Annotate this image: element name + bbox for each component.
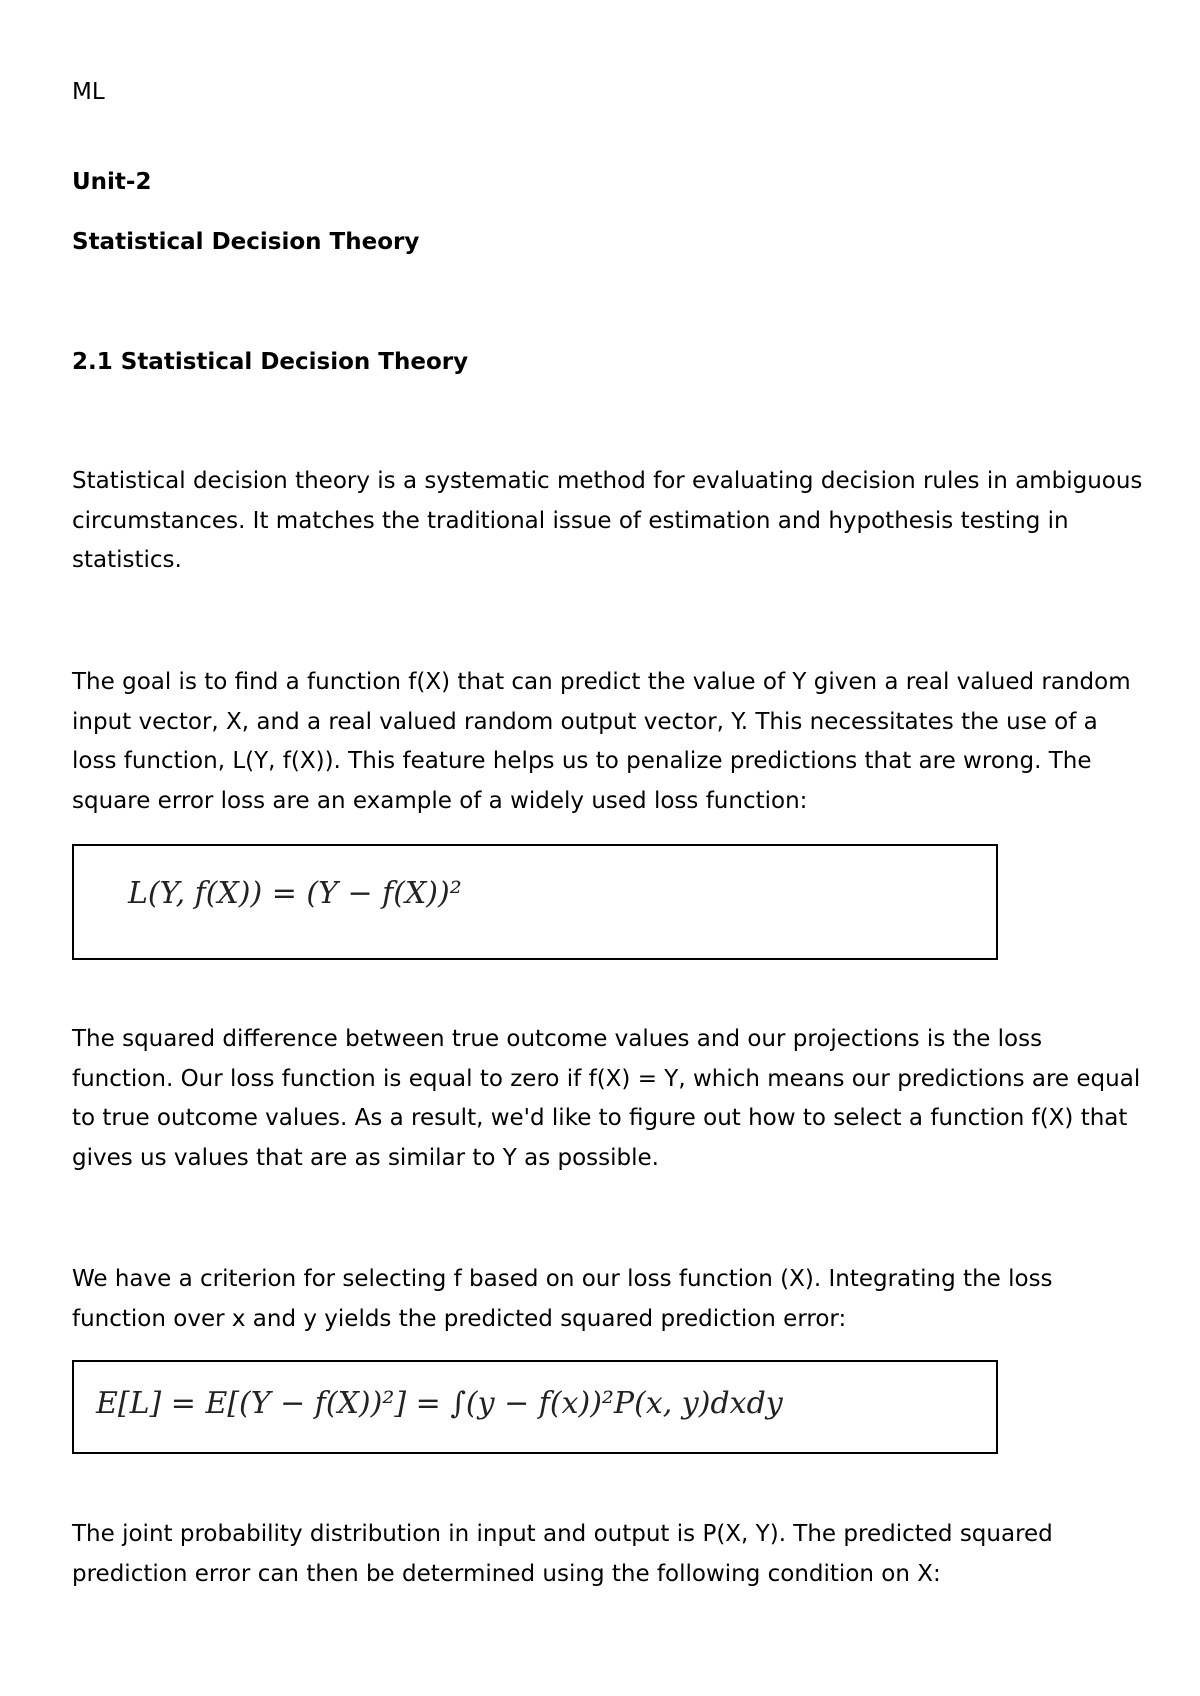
loss-equation-box	[72, 844, 998, 960]
paragraph-line: circumstances. It matches the traditional issue of estimation and hypothesis testing in	[72, 507, 1069, 534]
expected-error-equation-box	[72, 1360, 998, 1454]
paragraph-line: The joint probability distribution in input and output is P(X, Y). The predicted squared	[72, 1521, 1053, 1547]
unit-title: Statistical Decision Theory	[72, 229, 420, 255]
paragraph-line: input vector, X, and a real valued random output vector, Y. This necessitates the use of a	[72, 708, 1098, 735]
expected-error-equation: E[L] = E[(Y − f(X))²] = ∫(y − f(x))²P(x, y)dxdy	[96, 1386, 783, 1421]
paragraph-line: function over x and y yields the predicted squared prediction error:	[72, 1305, 847, 1332]
unit-label: Unit-2	[72, 169, 152, 195]
course-title: ML	[72, 79, 105, 105]
paragraph-goal	[72, 663, 1152, 821]
paragraph-squared-difference	[72, 1020, 1152, 1178]
paragraph-line: The squared difference between true outcome values and our projections is the loss	[72, 1026, 1043, 1052]
section-heading: 2.1 Statistical Decision Theory	[72, 349, 469, 375]
paragraph-line: square error loss are an example of a widely used loss function:	[72, 787, 808, 814]
paragraph-line: prediction error can then be determined using the following condition on X:	[72, 1560, 941, 1587]
paragraph-line: function. Our loss function is equal to zero if f(X) = Y, which means our predictions are equal	[72, 1065, 1141, 1092]
paragraph-line: gives us values that are as similar to Y as possible.	[72, 1144, 659, 1171]
paragraph-line: Statistical decision theory is a systematic method for evaluating decision rules in ambiguous	[72, 468, 1143, 494]
paragraph-joint-probability	[72, 1515, 1152, 1594]
paragraph-line: The goal is to find a function f(X) that can predict the value of Y given a real valued random	[72, 669, 1131, 695]
paragraph-line: to true outcome values. As a result, we'd like to figure out how to select a function f(X) that	[72, 1105, 1128, 1131]
paragraph-intro	[72, 462, 1152, 581]
paragraph-line: loss function, L(Y, f(X)). This feature helps us to penalize predictions that are wrong. The	[72, 748, 1092, 774]
paragraph-line: statistics.	[72, 547, 182, 573]
loss-equation: L(Y, f(X)) = (Y − f(X))²	[128, 876, 462, 911]
paragraph-line: We have a criterion for selecting f based on our loss function (X). Integrating the loss	[72, 1266, 1053, 1292]
paragraph-criterion	[72, 1260, 1152, 1339]
